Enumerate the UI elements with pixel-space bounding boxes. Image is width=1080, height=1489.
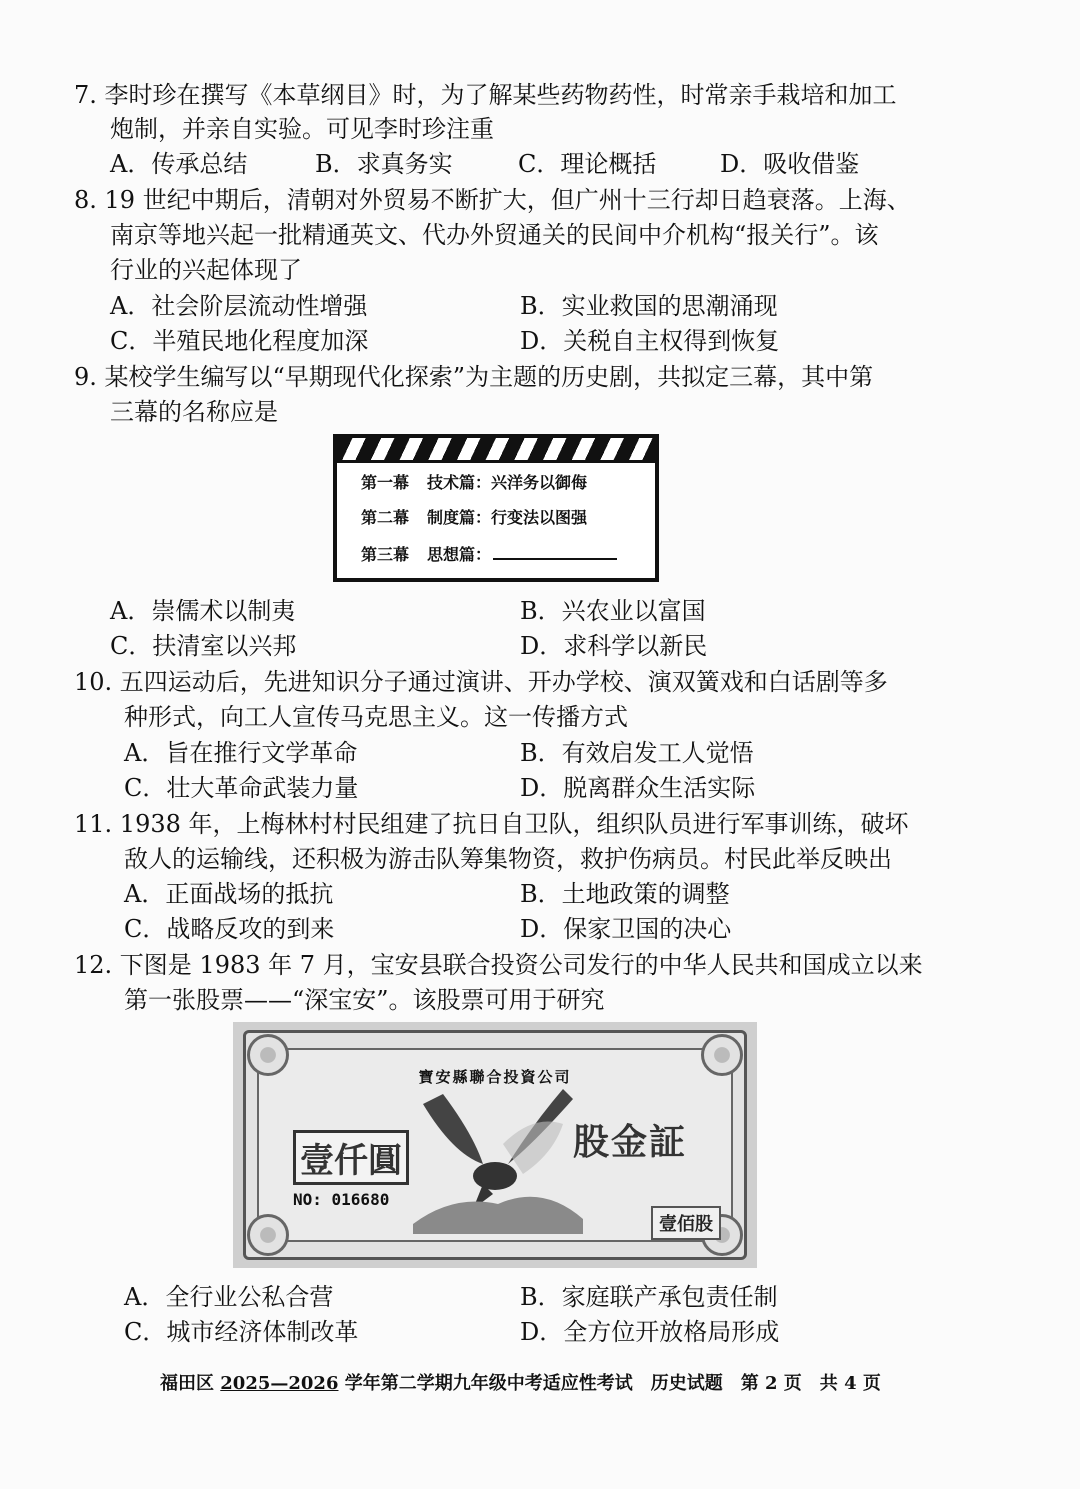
q12-stem-line1: 12. 下图是 1983 年 7 月，宝安县联合投资公司发行的中华人民共和国成立以来 — [74, 951, 923, 979]
clapper-row-1 — [361, 472, 587, 494]
q12-option-c[interactable]: C．城市经济体制改革 — [124, 1318, 359, 1346]
q11-option-a[interactable]: A．正面战场的抵抗 — [124, 880, 334, 908]
q9-stem-line2: 三幕的名称应是 — [110, 398, 278, 426]
q7-option-b[interactable]: B．求真务实 — [315, 150, 453, 178]
q8-option-b[interactable]: B．实业救国的思潮涌现 — [520, 292, 778, 320]
clapper-row-2 — [361, 507, 587, 529]
page-footer — [160, 1371, 881, 1397]
q7-option-c[interactable]: C．理论概括 — [518, 150, 657, 178]
q11-stem-line2: 敌人的运输线，还积极为游击队筹集物资，救护伤病员。村民此举反映出 — [124, 845, 892, 873]
q7-stem-line1: 7. 李时珍在撰写《本草纲目》时，为了解某些药物药性，时常亲手栽培和加工 — [74, 81, 897, 109]
clapper-act-3: 第三幕 — [361, 545, 410, 564]
q10-stem-line2: 种形式，向工人宣传马克思主义。这一传播方式 — [124, 703, 628, 731]
corner-ornament-icon — [247, 1214, 289, 1256]
stock-certificate-image — [233, 1022, 757, 1268]
q10-option-a[interactable]: A．旨在推行文学革命 — [124, 739, 358, 767]
certificate-company: 寶安縣聯合投資公司 — [418, 1068, 572, 1086]
q7-option-a[interactable]: A．传承总结 — [110, 150, 248, 178]
q12-option-d[interactable]: D．全方位开放格局形成 — [520, 1318, 780, 1346]
q9-option-c[interactable]: C．扶清室以兴邦 — [110, 632, 297, 660]
q9-option-a[interactable]: A．崇儒术以制夷 — [110, 597, 296, 625]
certificate-amount: 壹仟圓 — [293, 1130, 409, 1185]
clapperboard-figure — [333, 434, 659, 582]
q8-stem-line3: 行业的兴起体现了 — [110, 256, 302, 284]
clapper-stripe — [337, 438, 655, 463]
q11-option-b[interactable]: B．土地政策的调整 — [520, 880, 730, 908]
footer-district: 福田区 — [160, 1373, 221, 1394]
clapper-row-3 — [361, 542, 617, 566]
clapper-text-1: 技术篇：兴洋务以御侮 — [427, 473, 588, 492]
answer-blank — [493, 542, 617, 560]
certificate-title: 股金証 — [573, 1122, 688, 1163]
q9-option-b[interactable]: B．兴农业以富国 — [520, 597, 706, 625]
clapper-act-2: 第二幕 — [361, 508, 410, 527]
q12-stem-line2: 第一张股票——“深宝安”。该股票可用于研究 — [124, 986, 605, 1014]
q10-option-d[interactable]: D．脱离群众生活实际 — [520, 774, 756, 802]
certificate-serial: NO: 016680 — [293, 1190, 390, 1209]
certificate-shares: 壹佰股 — [651, 1206, 721, 1240]
eagle-icon — [413, 1084, 583, 1234]
clapper-text-3: 思想篇： — [427, 545, 492, 564]
q11-stem-line1: 11. 1938 年，上梅林村村民组建了抗日自卫队，组织队员进行军事训练，破坏 — [74, 810, 909, 838]
q8-option-c[interactable]: C．半殖民地化程度加深 — [110, 327, 369, 355]
q12-option-a[interactable]: A．全行业公私合营 — [124, 1283, 334, 1311]
footer-exam-info: 学年第二学期九年级中考适应性考试 历史试题 第 2 页 共 4 页 — [338, 1373, 881, 1394]
q8-stem-line2: 南京等地兴起一批精通英文、代办外贸通关的民间中介机构“报关行”。该 — [110, 221, 879, 249]
q9-stem-line1: 9. 某校学生编写以“早期现代化探索”为主题的历史剧，共拟定三幕，其中第 — [74, 363, 874, 391]
q8-option-d[interactable]: D．关税自主权得到恢复 — [520, 327, 780, 355]
q11-option-c[interactable]: C．战略反攻的到来 — [124, 915, 335, 943]
q10-option-b[interactable]: B．有效启发工人觉悟 — [520, 739, 754, 767]
q10-option-c[interactable]: C．壮大革命武装力量 — [124, 774, 359, 802]
q8-stem-line1: 8. 19 世纪中期后，清朝对外贸易不断扩大，但广州十三行却日趋衰落。上海、 — [74, 186, 911, 214]
clapper-act-1: 第一幕 — [361, 473, 410, 492]
q10-stem-line1: 10. 五四运动后，先进知识分子通过演讲、开办学校、演双簧戏和白话剧等多 — [74, 668, 888, 696]
q7-stem-line2: 炮制，并亲自实验。可见李时珍注重 — [110, 115, 494, 143]
footer-years: 2025—2026 — [220, 1373, 339, 1394]
clapper-text-2: 制度篇：行变法以图强 — [427, 508, 588, 527]
q9-option-d[interactable]: D．求科学以新民 — [520, 632, 708, 660]
q7-option-d[interactable]: D．吸收借鉴 — [720, 150, 860, 178]
q8-option-a[interactable]: A．社会阶层流动性增强 — [110, 292, 368, 320]
q11-option-d[interactable]: D．保家卫国的决心 — [520, 915, 732, 943]
q12-option-b[interactable]: B．家庭联产承包责任制 — [520, 1283, 778, 1311]
